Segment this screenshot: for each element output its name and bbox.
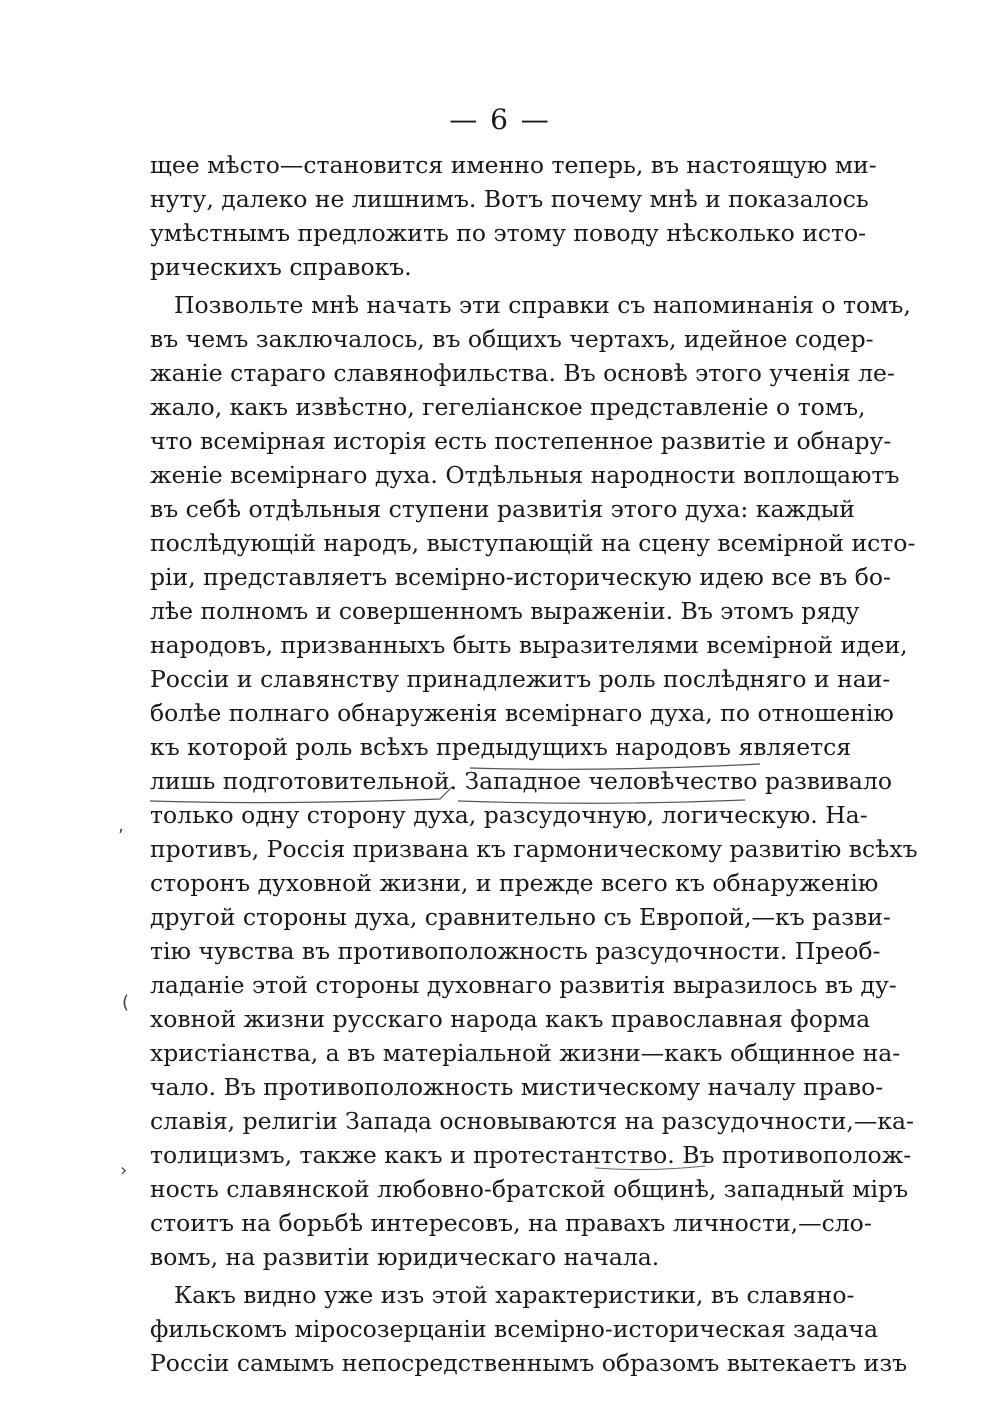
text-line: нуту, далеко не лишнимъ. Вотъ почему мнѣ и показалось [150,185,869,213]
margin-mark: ( [122,992,130,1013]
text-line: ріи, представляетъ всемірно-историческую идею все въ бо- [150,563,891,591]
text-line: что всемірная исторія есть постепенное развитіе и обнару- [150,427,892,455]
text-line: народовъ, призванныхъ быть выразителями всемірной идеи, [150,631,908,659]
text-line: вомъ, на развитіи юридическаго начала. [150,1243,660,1271]
text-line: противъ, Россія призвана къ гармоническому развитію всѣхъ [150,835,918,863]
text-line: въ чемъ заключалось, въ общихъ чертахъ, идейное содер- [150,325,874,353]
text-line: славія, религіи Запада основываются на разсудочности,—ка- [150,1107,915,1135]
text-line: щее мѣсто—становится именно теперь, въ настоящую ми- [150,151,877,179]
text-line: чало. Въ противоположность мистическому началу право- [150,1073,884,1101]
text-line: лишь подготовительной. Западное человѣчество развивало [150,767,892,795]
text-line: тію чувства въ противоположность разсудочности. Преоб- [150,937,881,965]
text-line: жало, какъ извѣстно, гегеліанское представленіе о томъ, [150,393,866,421]
margin-mark: ʼ [118,826,124,847]
text-line: фильскомъ міросозерцаніи всемірно-историческая задача [150,1315,878,1343]
text-line: Россіи самымъ непосредственнымъ образомъ вытекаетъ изъ [150,1349,908,1377]
text-line: женіе всемірнаго духа. Отдѣльныя народности воплощаютъ [150,461,900,489]
text-line: Россіи и славянству принадлежитъ роль послѣдняго и наи- [150,665,891,693]
text-line: жаніе стараго славянофильства. Въ основѣ этого ученія ле- [150,359,895,387]
text-line: ладаніе этой стороны духовнаго развитія выразилось въ ду- [150,971,897,999]
text-line: послѣдующій народъ, выступающій на сцену всемірной исто- [150,529,916,557]
text-line: умѣстнымъ предложить по этому поводу нѣсколько исто- [150,219,867,247]
text-line: ность славянской любовно-братской общинѣ, западный міръ [150,1175,909,1203]
text-line: христіанства, а въ матеріальной жизни—какъ общинное на- [150,1039,901,1067]
text-line: Позвольте мнѣ начать эти справки съ напоминанія о томъ, [174,291,911,319]
text-line: стоитъ на борьбѣ интересовъ, на правахъ личности,—сло- [150,1209,872,1237]
text-line: Какъ видно уже изъ этой характеристики, въ славяно- [174,1281,855,1309]
page-number: — 6 — [449,103,551,136]
margin-mark: › [120,1160,128,1181]
text-line: сторонъ духовной жизни, и прежде всего къ обнаруженію [150,869,879,897]
text-line: въ себѣ отдѣльныя ступени развитія этого духа: каждый [150,495,855,523]
body-text [150,148,918,1380]
text-line: толицизмъ, также какъ и протестантство. Въ противополож- [150,1141,912,1169]
text-line: ховной жизни русскаго народа какъ православная форма [150,1005,871,1033]
text-line: къ которой роль всѣхъ предыдущихъ народовъ является [150,733,852,761]
text-line: болѣе полнаго обнаруженія всемірнаго духа, по отношенію [150,699,894,727]
text-line: только одну сторону духа, разсудочную, логическую. На- [150,801,868,829]
text-line: лѣе полномъ и совершенномъ выраженіи. Въ этомъ ряду [150,597,860,625]
text-line: другой стороны духа, сравнительно съ Европой,—къ разви- [150,903,891,931]
text-line: рическихъ справокъ. [150,253,412,281]
